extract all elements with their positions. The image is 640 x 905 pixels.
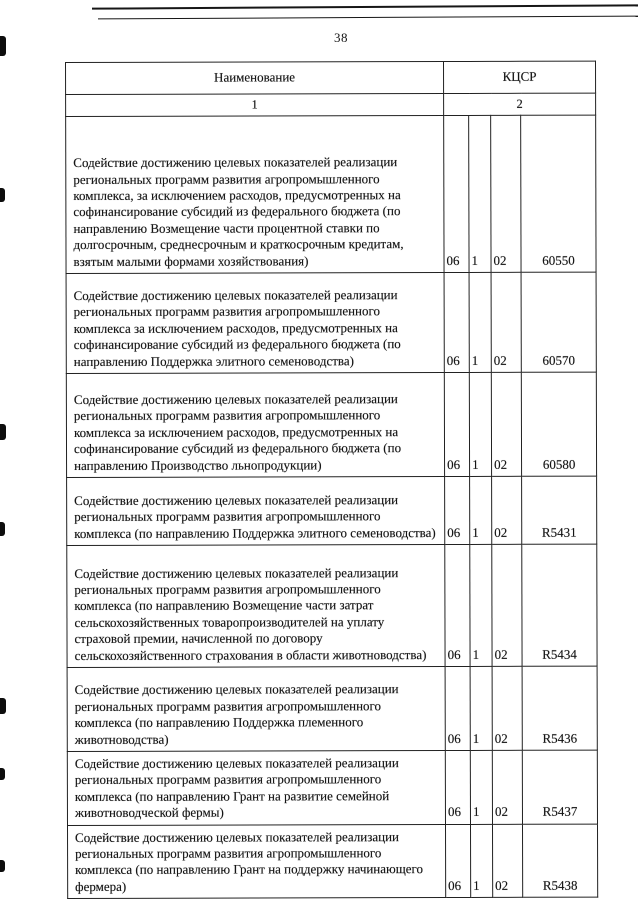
- scan-artifact-blot: [0, 36, 6, 56]
- row-name-cell: Содействие достижению целевых показателей реализации региональных программ развития агропромышленного комплекса (по направлению Поддержка элитного семеноводства): [67, 477, 445, 546]
- row-code-part-2: 1: [470, 824, 492, 898]
- row-code-part-3: 02: [492, 544, 522, 666]
- table-row: [67, 544, 597, 667]
- table-row: [66, 372, 596, 477]
- row-code-part-1: 06: [444, 115, 469, 272]
- scan-artifact-blot: [0, 424, 6, 440]
- row-kcsr-code: 60550: [521, 115, 596, 272]
- table-header-row: [66, 61, 596, 94]
- row-code-part-3: 02: [492, 666, 522, 750]
- row-code-part-3: 02: [492, 824, 522, 898]
- row-kcsr-code: 60570: [521, 272, 596, 372]
- row-kcsr-code: R5438: [522, 824, 597, 898]
- table-row: [67, 824, 597, 899]
- row-kcsr-code: R5436: [522, 666, 597, 750]
- row-code-part-3: 02: [491, 372, 521, 476]
- table-header-number-row: [66, 93, 596, 116]
- row-code-part-3: 02: [492, 750, 522, 824]
- column-number-2: 2: [444, 93, 596, 115]
- row-code-part-1: 06: [445, 666, 470, 750]
- row-name-cell: Содействие достижению целевых показателей реализации региональных программ развития агропромышленного комплекса (по направлению Грант на поддержку начинающего фермера): [67, 824, 445, 899]
- scan-artifact-blot: [0, 188, 5, 202]
- table-row: [66, 115, 596, 273]
- budget-classification-table: [65, 61, 598, 900]
- scan-artifact-blot: [0, 860, 5, 872]
- row-code-part-2: 1: [469, 115, 491, 272]
- row-code-part-2: 1: [470, 544, 492, 666]
- row-name-cell: Содействие достижению целевых показателей реализации региональных программ развития агропромышленного комплекса, за исключением расходов, предусмотренных на софинансирование субсидий из федерального бюджета (по направлению Возмещение части процентной ставки по долгосрочным, среднесрочным и краткосрочным кредитам, взятым малыми формами хозяйствования): [66, 116, 444, 274]
- table-row: [66, 272, 596, 373]
- row-code-part-2: 1: [470, 750, 492, 824]
- row-code-part-2: 1: [469, 372, 491, 476]
- row-code-part-1: 06: [444, 272, 469, 372]
- row-kcsr-code: R5437: [522, 750, 597, 824]
- column-number-1: 1: [66, 94, 444, 117]
- column-header-kcsr: КЦСР: [444, 61, 596, 93]
- row-code-part-2: 1: [470, 666, 492, 750]
- scan-artifact-top-line-1: [92, 4, 638, 9]
- row-code-part-2: 1: [469, 272, 491, 372]
- scan-artifact-blot: [0, 522, 5, 536]
- row-code-part-3: 02: [491, 115, 521, 272]
- table-row: [67, 476, 597, 545]
- row-code-part-2: 1: [470, 476, 492, 544]
- row-name-cell: Содействие достижению целевых показателей реализации региональных программ развития агропромышленного комплекса (по направлению Грант на развитие семейной животноводческой фермы): [67, 751, 445, 826]
- row-code-part-1: 06: [445, 824, 470, 898]
- scan-artifact-top-line-2: [98, 16, 638, 20]
- scan-artifact-blot: [0, 768, 5, 780]
- row-code-part-1: 06: [445, 750, 470, 824]
- row-code-part-3: 02: [492, 476, 522, 544]
- row-name-cell: Содействие достижению целевых показателей реализации региональных программ развития агропромышленного комплекса за исключением расходов, предусмотренных на софинансирование субсидий из федерального бюджета (по направлению Производство льнопродукции): [66, 373, 444, 478]
- row-kcsr-code: R5434: [522, 544, 597, 666]
- row-kcsr-code: R5431: [522, 476, 597, 544]
- table-row: [67, 750, 597, 825]
- table-row: [67, 666, 597, 751]
- row-name-cell: Содействие достижению целевых показателей реализации региональных программ развития агропромышленного комплекса (по направлению Поддержка племенного животноводства): [67, 667, 445, 752]
- row-code-part-1: 06: [444, 372, 469, 476]
- table-body: [66, 115, 598, 899]
- column-header-name: Наименование: [66, 62, 444, 95]
- row-kcsr-code: 60580: [521, 372, 596, 476]
- row-name-cell: Содействие достижению целевых показателей реализации региональных программ развития агропромышленного комплекса за исключением расходов, предусмотренных на софинансирование субсидий из федерального бюджета (по направлению Поддержка элитного семеноводства): [66, 273, 444, 374]
- row-name-cell: Содействие достижению целевых показателей реализации региональных программ развития агропромышленного комплекса (по направлению Возмещение части затрат сельскохозяйственных товаропроизводителей на уплату страховой премии, начисленной по договору сельскохозяйственного страхования в области животноводства): [67, 545, 445, 668]
- page-number: 38: [334, 30, 348, 45]
- scan-artifact-blot: [0, 698, 6, 714]
- row-code-part-3: 02: [491, 272, 521, 372]
- row-code-part-1: 06: [445, 544, 470, 666]
- document-body: [65, 61, 598, 900]
- row-code-part-1: 06: [445, 476, 470, 544]
